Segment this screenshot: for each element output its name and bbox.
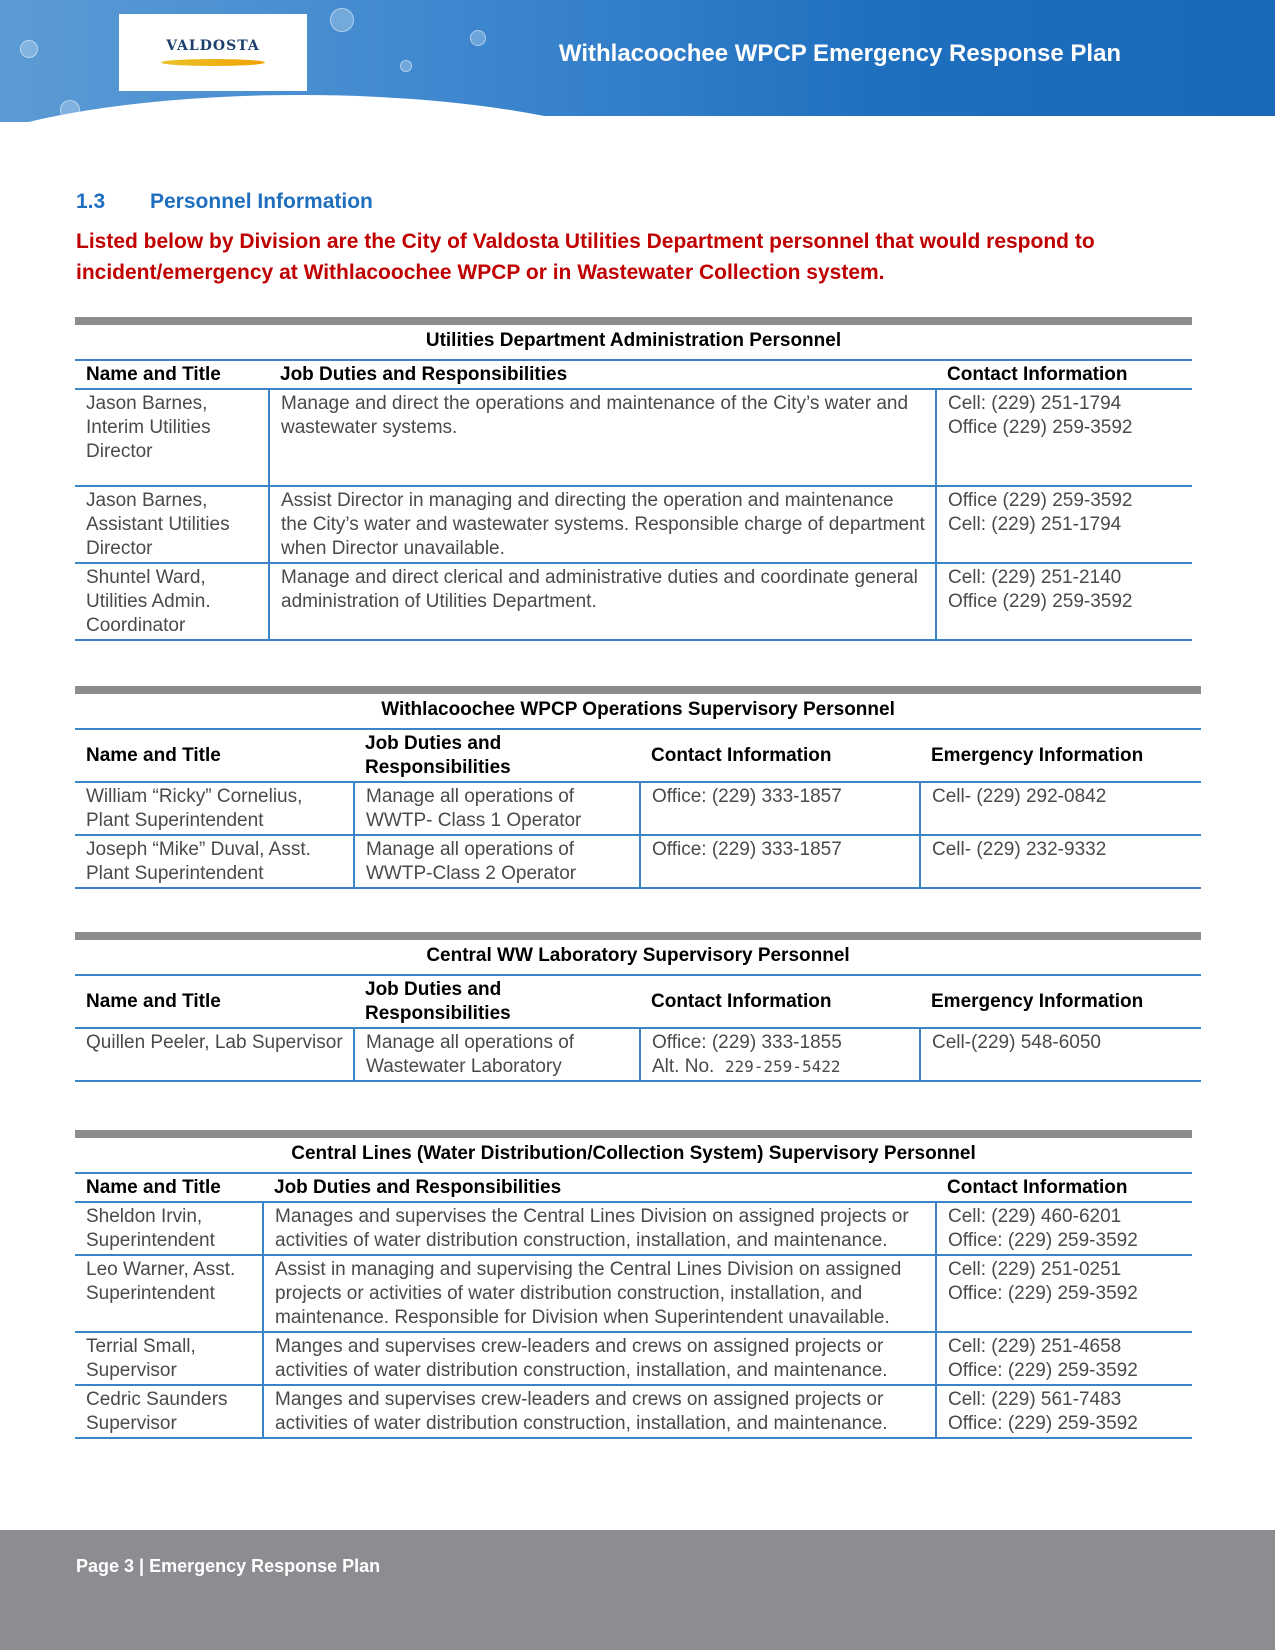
table-caption: Central Lines (Water Distribution/Collection System) Supervisory Personnel [75, 1138, 1192, 1173]
column-header: Job Duties and Responsibilities [263, 1173, 936, 1202]
table-caption: Central WW Laboratory Supervisory Personnel [75, 940, 1201, 975]
duties-cell: Assist Director in managing and directing the operation and maintenance the City’s water and wastewater systems. Responsible charge of department when Director unavailable. [269, 486, 936, 563]
column-header: Contact Information [936, 360, 1192, 389]
section-intro: Listed below by Division are the City of Valdosta Utilities Department personnel that would respond to incident/emergency at Withlacoochee WPCP or in Wastewater Collection system. [76, 230, 1095, 284]
office-number: Office: (229) 333-1855 [652, 1032, 842, 1053]
name-title-cell: Quillen Peeler, Lab Supervisor [75, 1028, 354, 1081]
section-title: Personnel Information [150, 190, 373, 213]
column-header: Name and Title [75, 360, 269, 389]
name-title-cell: Jason Barnes, Assistant Utilities Director [75, 486, 269, 563]
name-title-cell: Terrial Small, Supervisor [75, 1332, 263, 1385]
name-title-cell: Leo Warner, Asst. Superintendent [75, 1255, 263, 1332]
table-row [75, 1385, 1192, 1438]
duties-cell: Manges and supervises crew-leaders and crews on assigned projects or activities of water distribution construction, installation, and maintenance. [263, 1385, 936, 1438]
valdosta-logo: VALDOSTA [119, 14, 307, 91]
duties-cell: Manage all operations of WWTP- Class 1 Operator [354, 782, 640, 835]
column-header: Contact Information [936, 1173, 1192, 1202]
contact-cell: Office: (229) 333-1857 [640, 835, 920, 888]
table-row [75, 782, 1201, 835]
column-header: Job Duties and Responsibilities [354, 975, 640, 1028]
column-header: Contact Information [640, 975, 920, 1028]
column-header: Emergency Information [920, 729, 1201, 782]
contact-cell: Cell: (229) 561-7483 Office: (229) 259-3592 [936, 1385, 1192, 1438]
section-heading [76, 190, 373, 214]
table-row [75, 1332, 1192, 1385]
table-row [75, 1028, 1201, 1081]
alt-number: 229-259-5422 [724, 1057, 841, 1076]
contact-cell: Office: (229) 333-1857 [640, 782, 920, 835]
name-title-cell: William “Ricky” Cornelius, Plant Superintendent [75, 782, 354, 835]
contact-cell: Cell: (229) 251-2140 Office (229) 259-3592 [936, 563, 1192, 640]
emergency-cell: Cell- (229) 232-9332 [920, 835, 1201, 888]
emergency-cell: Cell- (229) 292-0842 [920, 782, 1201, 835]
table-row [75, 835, 1201, 888]
name-title-cell: Sheldon Irvin, Superintendent [75, 1202, 263, 1255]
duties-cell: Manage and direct clerical and administrative duties and coordinate general administration of Utilities Department. [269, 563, 936, 640]
name-title-cell: Shuntel Ward, Utilities Admin. Coordinator [75, 563, 269, 640]
emergency-cell: Cell-(229) 548-6050 [920, 1028, 1201, 1081]
lab-personnel-table [75, 932, 1201, 1082]
contact-cell: Cell: (229) 251-0251 Office: (229) 259-3592 [936, 1255, 1192, 1332]
name-title-cell: Cedric Saunders Supervisor [75, 1385, 263, 1438]
column-header: Job Duties and Responsibilities [354, 729, 640, 782]
table-row [75, 563, 1192, 640]
contact-cell: Cell: (229) 460-6201 Office: (229) 259-3592 [936, 1202, 1192, 1255]
column-header: Job Duties and Responsibilities [269, 360, 936, 389]
section-number: 1.3 [76, 190, 106, 213]
column-header: Name and Title [75, 975, 354, 1028]
document-title: Withlacoochee WPCP Emergency Response Plan [558, 40, 1122, 67]
table-row [75, 1255, 1192, 1332]
alt-number-label: Alt. No. [652, 1056, 715, 1077]
table-row [75, 1202, 1192, 1255]
admin-personnel-table [75, 317, 1192, 641]
duties-cell: Manage and direct the operations and maintenance of the City’s water and wastewater systems. [269, 389, 936, 486]
contact-cell [640, 1028, 920, 1081]
duties-cell: Manage all operations of WWTP-Class 2 Operator [354, 835, 640, 888]
column-header: Name and Title [75, 1173, 263, 1202]
column-header: Name and Title [75, 729, 354, 782]
column-header: Contact Information [640, 729, 920, 782]
duties-cell: Manges and supervises crew-leaders and crews on assigned projects or activities of water distribution construction, installation, and maintenance. [263, 1332, 936, 1385]
column-header: Emergency Information [920, 975, 1201, 1028]
contact-cell: Cell: (229) 251-1794 Office (229) 259-3592 [936, 389, 1192, 486]
name-title-cell: Joseph “Mike” Duval, Asst. Plant Superintendent [75, 835, 354, 888]
table-row [75, 389, 1192, 486]
footer-page-label: Page 3 | Emergency Response Plan [76, 1556, 381, 1576]
table-caption: Withlacoochee WPCP Operations Supervisory Personnel [75, 694, 1201, 729]
contact-cell: Cell: (229) 251-4658 Office: (229) 259-3592 [936, 1332, 1192, 1385]
wpcp-operations-table [75, 686, 1201, 889]
page-footer [0, 1530, 1275, 1650]
central-lines-table [75, 1130, 1192, 1439]
duties-cell: Assist in managing and supervising the Central Lines Division on assigned projects or activities of water distribution construction, installation, and maintenance. Responsible for Division when Superintendent unavailable. [263, 1255, 936, 1332]
duties-cell: Manage all operations of Wastewater Laboratory [354, 1028, 640, 1081]
duties-cell: Manages and supervises the Central Lines Division on assigned projects or activities of water distribution construction, installation, and maintenance. [263, 1202, 936, 1255]
page-header-banner [0, 0, 1275, 122]
contact-cell: Office (229) 259-3592 Cell: (229) 251-1794 [936, 486, 1192, 563]
table-row [75, 486, 1192, 563]
table-caption: Utilities Department Administration Personnel [75, 325, 1192, 360]
name-title-cell: Jason Barnes, Interim Utilities Director [75, 389, 269, 486]
